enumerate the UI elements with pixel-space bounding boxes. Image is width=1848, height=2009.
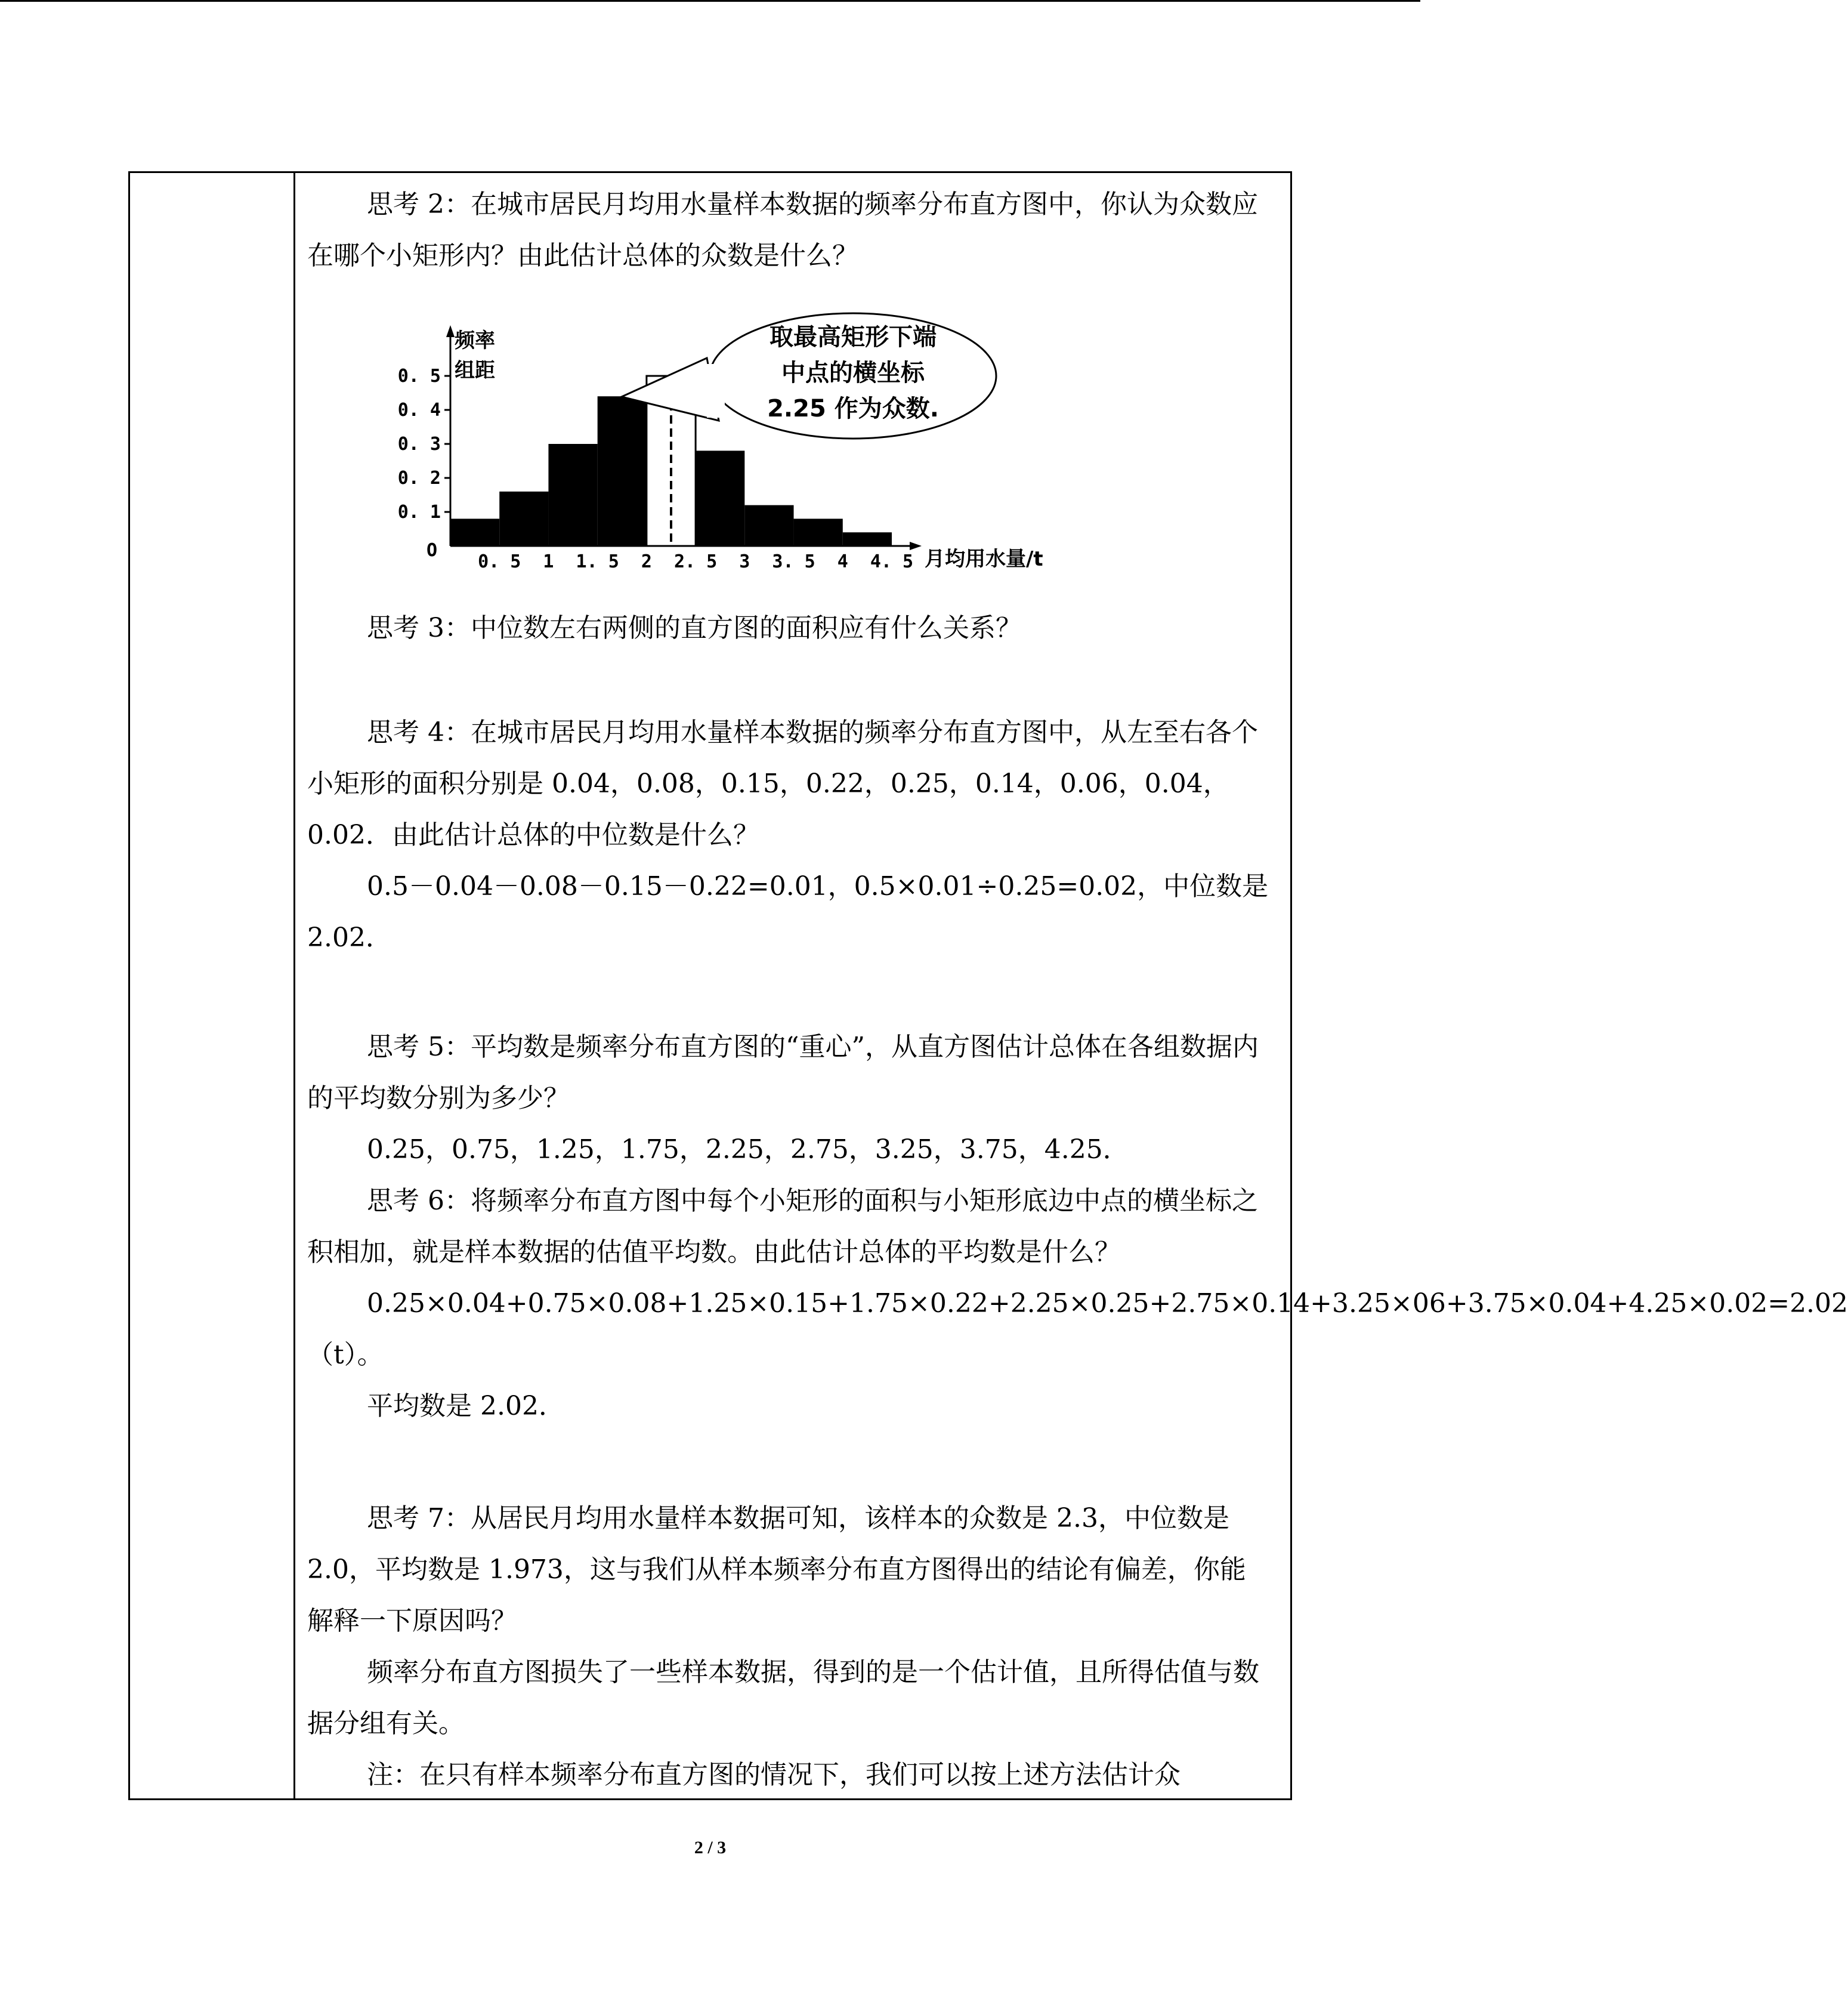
y-tick-label: 0. 4 — [397, 400, 441, 421]
table-left-column — [130, 173, 295, 1798]
y-tick-label: 0. 5 — [397, 366, 441, 387]
x-tick-label: 4. 5 — [870, 551, 914, 572]
x-axis-title: 月均用水量/t — [925, 547, 1043, 571]
histogram-svg — [382, 310, 1043, 573]
histogram-bar — [598, 396, 647, 546]
page-number: 2 / 3 — [694, 1838, 727, 1857]
answer-6-result: 平均数是 2.02． — [367, 1391, 565, 1421]
question-5: 思考 5：平均数是频率分布直方图的“重心”，从直方图估计总体在各组数据内的平均数分别为多少？ — [307, 1032, 1259, 1113]
page-top-border — [0, 0, 1420, 2]
histogram-figure — [382, 310, 1043, 573]
histogram-bar — [548, 444, 597, 546]
y-tick-label: 0. 1 — [397, 502, 441, 523]
answer-7: 频率分布直方图损失了一些样本数据，得到的是一个估计值，且所得估值与数据分组有关。 — [307, 1657, 1259, 1739]
y-tick-label: 0. 3 — [397, 434, 441, 455]
x-tick-label: 4 — [837, 551, 848, 572]
y-axis-title-top: 频率 — [455, 329, 495, 353]
y-axis-title-bottom: 组距 — [455, 359, 495, 382]
x-ticks-layer — [478, 551, 913, 572]
x-tick-label: 1 — [543, 551, 554, 572]
histogram-bar — [744, 505, 793, 546]
histogram-bar — [450, 519, 499, 546]
question-7: 思考 7：从居民月均用水量样本数据可知，该样本的众数是 2.3，中位数是 2.0，平均数是 1.973，这与我们从样本频率分布直方图得出的结论有偏差，你能解释一下原因吗？ — [307, 1503, 1246, 1636]
y-ticks-layer — [398, 366, 450, 523]
callout-line-3: 2.25 作为众数. — [767, 395, 939, 422]
x-tick-label: 3 — [739, 551, 750, 572]
histogram-bar — [794, 519, 843, 546]
question-4: 思考 4：在城市居民月均用水量样本数据的频率分布直方图中，从左至右各个小矩形的面积分别是 0.04，0.08，0.15，0.22，0.25，0.14，0.06，0.04，0.02．由此估计总体的中位数是什么？ — [307, 717, 1258, 850]
y-axis-arrow — [446, 325, 455, 337]
origin-label: O — [427, 540, 438, 561]
x-tick-label: 1. 5 — [576, 551, 619, 572]
answer-5: 0.25，0.75，1.25，1.75，2.25，2.75，3.25，3.75，4.25． — [367, 1134, 1129, 1165]
x-tick-label: 0. 5 — [478, 551, 521, 572]
question-3: 思考 3：中位数左右两侧的直方图的面积应有什么关系？ — [367, 613, 1022, 643]
note: 注：在只有样本频率分布直方图的情况下，我们可以按上述方法估计众 — [367, 1760, 1181, 1790]
callout-line-1: 取最高矩形下端 — [770, 323, 937, 351]
question-2: 思考 2：在城市居民月均用水量样本数据的频率分布直方图中，你认为众数应在哪个小矩形内？由此估计总体的众数是什么？ — [307, 189, 1258, 271]
histogram-bar — [843, 532, 892, 546]
callout-line-2: 中点的横坐标 — [781, 359, 925, 387]
x-axis-arrow — [910, 542, 922, 550]
x-tick-label: 3. 5 — [772, 551, 815, 572]
question-6: 思考 6：将频率分布直方图中每个小矩形的面积与小矩形底边中点的横坐标之积相加，就是样本数据的估值平均数。由此估计总体的平均数是什么？ — [307, 1186, 1258, 1267]
y-tick-label: 0. 2 — [397, 468, 441, 489]
histogram-bar — [696, 450, 744, 546]
answer-4: 0.5－0.04－0.08－0.15－0.22=0.01，0.5×0.01÷0.25=0.02，中位数是 2.02． — [307, 871, 1269, 953]
x-tick-label: 2 — [641, 551, 652, 572]
x-tick-label: 2. 5 — [673, 551, 718, 572]
histogram-bar — [499, 492, 548, 546]
answer-6-calculation: 0.25×0.04+0.75×0.08+1.25×0.15+1.75×0.22+2.25×0.25+2.75×0.14+3.25×06+3.75×0.04+4.25×0.02=2.02（t）。 — [307, 1288, 1848, 1370]
